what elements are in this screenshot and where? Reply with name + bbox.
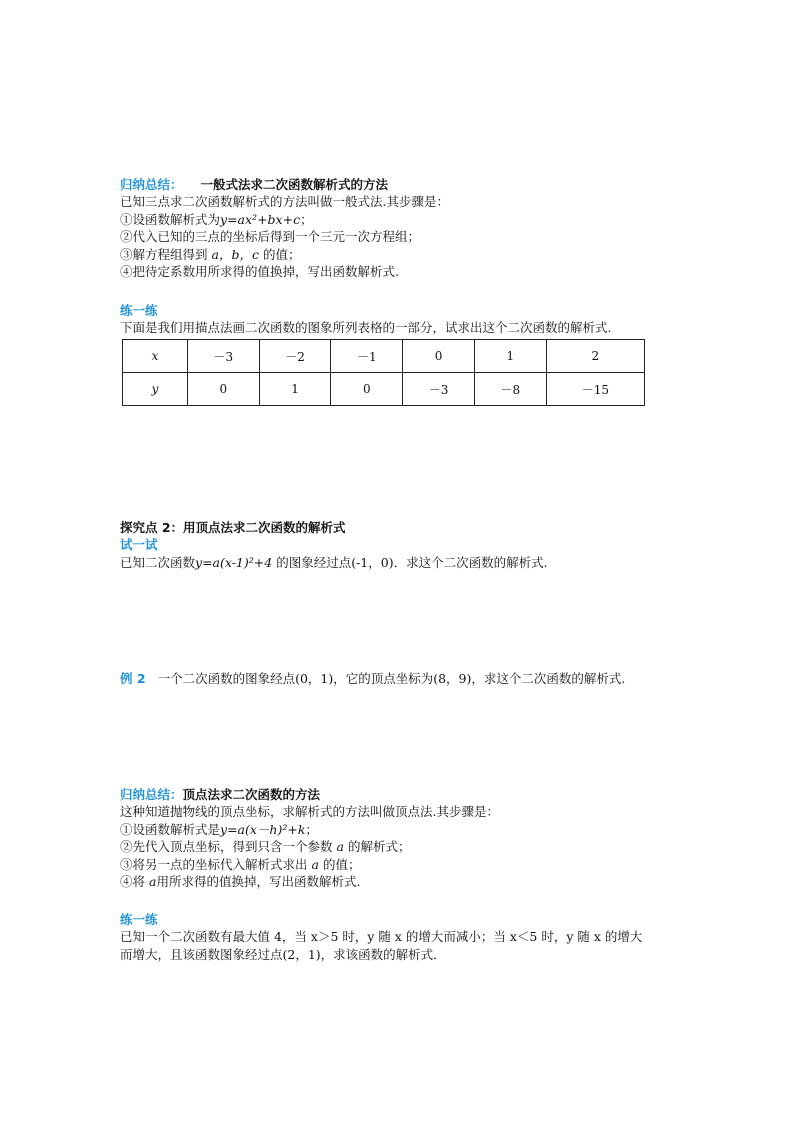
summary-vertex-form — [120, 786, 680, 890]
explore-point-2 — [120, 519, 680, 571]
practice-question-line-2: 而增大，且该函数图象经过点(2，1)，求该函数的解析式． — [120, 946, 446, 962]
table-cell: －2 — [259, 340, 331, 373]
question-text: 已知二次函数 — [120, 554, 196, 570]
value-table — [122, 339, 645, 406]
table-cell: －15 — [546, 373, 644, 406]
practice-question-line-1: 已知一个二次函数有最大值 4，当 x＞5 时，y 随 x 的增大而减小；当 x＜5 时，y 随 x 的增大 — [120, 929, 643, 945]
practice-label: 练一练 — [120, 912, 158, 927]
summary-step-2: ②代入已知的三点的坐标后得到一个三元一次方程组； — [120, 229, 421, 245]
summary-label: 归纳总结： — [120, 787, 183, 802]
summary-intro: 已知三点求二次函数解析式的方法叫做一般式法.其步骤是： — [120, 194, 449, 210]
summary-step-2 — [120, 838, 680, 855]
summary-general-form — [120, 176, 680, 280]
step-text: 的解析式； — [347, 839, 411, 855]
example-text: 一个二次函数的图象经点(0，1)，它的顶点坐标为(8，9)，求这个二次函数的解析式. — [157, 671, 626, 686]
try-label: 试一试 — [120, 537, 158, 553]
step-text: 用所求得的值换掉，写出函数解析式. — [156, 874, 361, 890]
variable: a — [336, 839, 344, 855]
summary-title: 顶点法求二次函数的方法 — [182, 787, 321, 802]
question-text: 的图象经过点(-1，0)．求这个二次函数的解析式. — [276, 554, 548, 570]
table-cell: 2 — [546, 340, 644, 373]
step-text: ； — [305, 821, 318, 837]
variable: a — [149, 874, 157, 890]
table-cell: 0 — [188, 373, 260, 406]
table-row — [123, 373, 645, 406]
table-row — [123, 340, 645, 373]
summary-step-4: ④把待定系数用所求得的值换掉，写出函数解析式. — [120, 264, 399, 280]
table-cell: 0 — [331, 373, 403, 406]
step-text: ④将 — [120, 874, 146, 890]
table-cell: －1 — [331, 340, 403, 373]
table-cell: 1 — [259, 373, 331, 406]
step-text: 的值； — [262, 246, 301, 262]
example-label: 例 2 — [120, 671, 146, 686]
variables: a，b，c — [211, 246, 259, 262]
example-line — [120, 670, 680, 687]
try-question — [120, 554, 680, 571]
summary-intro: 这种知道抛物线的顶点坐标，求解析式的方法叫做顶点法.其步骤是： — [120, 804, 499, 820]
example-2 — [120, 670, 680, 687]
formula: y=a(x-1)²+4 — [195, 554, 273, 570]
summary-label: 归纳总结： — [120, 177, 183, 192]
step-text: 的值； — [322, 856, 361, 872]
step-text: ； — [300, 211, 313, 227]
formula: y=ax²+bx+c — [220, 211, 301, 227]
table-cell: 1 — [474, 340, 546, 373]
table-header-x: x — [123, 340, 188, 373]
table-cell: －8 — [474, 373, 546, 406]
summary-title: 一般式法求二次函数解析式的方法 — [200, 177, 389, 192]
variable: a — [311, 856, 319, 872]
practice-question: 下面是我们用描点法画二次函数的图象所列表格的一部分，试求出这个二次函数的解析式. — [120, 320, 612, 336]
summary-heading — [120, 786, 680, 803]
explore-title: 探究点 2：用顶点法求二次函数的解析式 — [120, 520, 346, 535]
table-header-y: y — [123, 373, 188, 406]
step-text: ③将另一点的坐标代入解析式求出 — [120, 856, 308, 872]
step-text: ①设函数解析式为 — [120, 211, 221, 227]
summary-heading — [120, 176, 680, 193]
table-cell: －3 — [188, 340, 260, 373]
table-cell: －3 — [403, 373, 475, 406]
practice-2 — [120, 911, 680, 963]
summary-step-3 — [120, 246, 680, 263]
summary-step-3 — [120, 856, 680, 873]
table-cell: 0 — [403, 340, 475, 373]
summary-step-4 — [120, 873, 680, 890]
practice-label: 练一练 — [120, 303, 158, 318]
summary-step-1 — [120, 821, 680, 838]
formula: y=a(x－h)²+k — [220, 821, 306, 837]
step-text: ③解方程组得到 — [120, 246, 208, 262]
summary-step-1 — [120, 211, 680, 228]
practice-1 — [120, 302, 680, 337]
step-text: ①设函数解析式是 — [120, 821, 221, 837]
step-text: ②先代入顶点坐标，得到只含一个参数 — [120, 839, 333, 855]
